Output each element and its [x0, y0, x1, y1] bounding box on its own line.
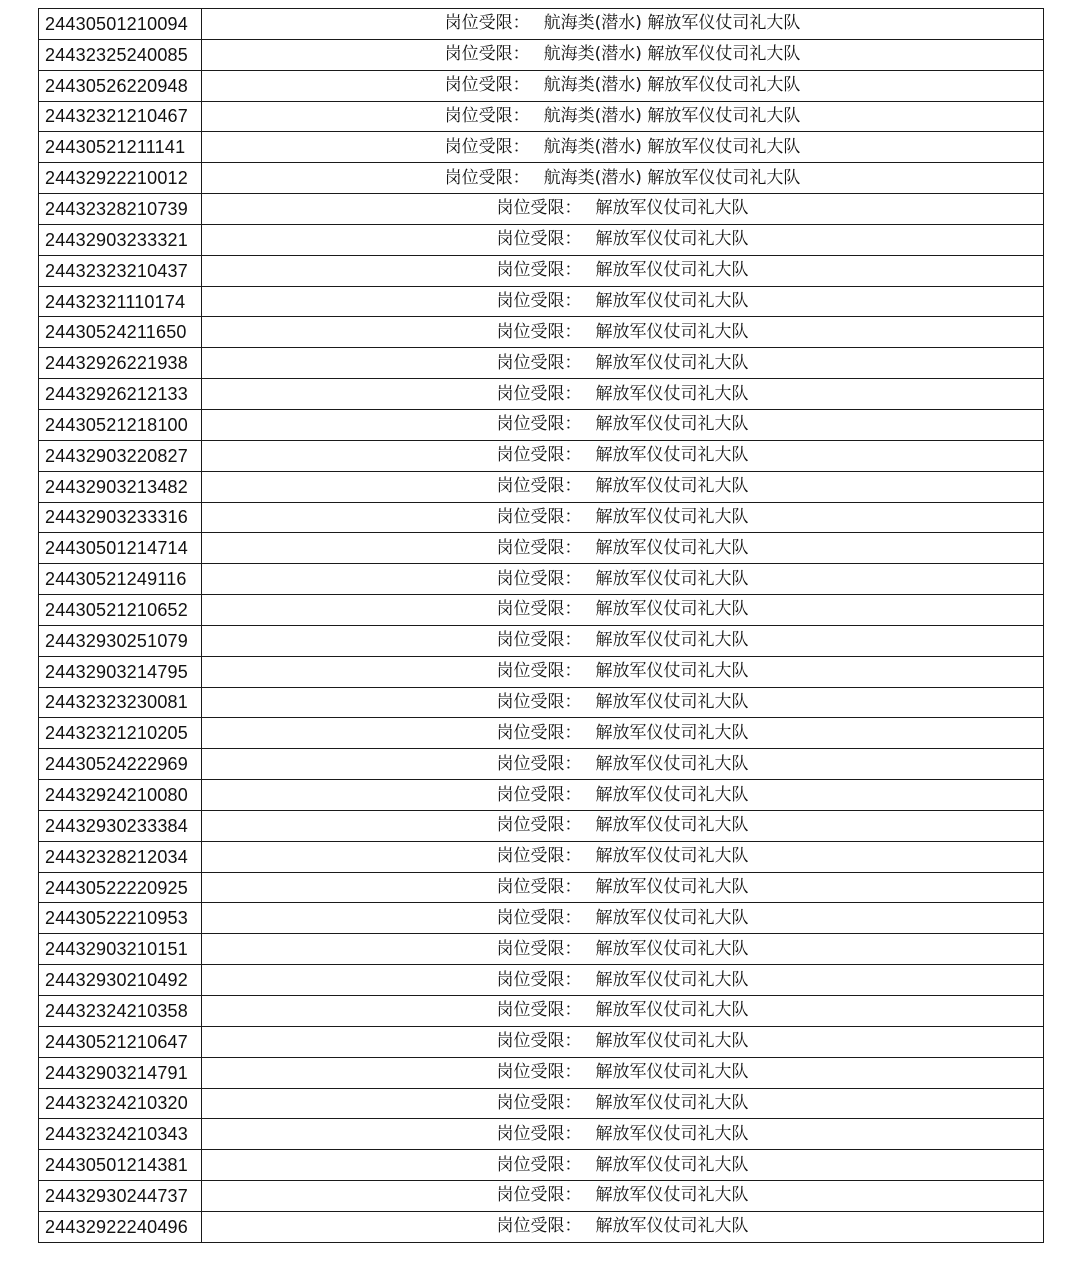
restriction-label: 岗位受限：: [496, 537, 582, 558]
table-row: [39, 564, 1044, 595]
restriction-label: 岗位受限：: [496, 506, 582, 527]
restriction-label: 岗位受限：: [444, 13, 530, 34]
applicant-id-cell: 24432324210320: [39, 1088, 202, 1119]
applicant-id-cell: 24432321210205: [39, 718, 202, 749]
restriction-label: 岗位受限：: [496, 877, 582, 898]
restriction-cell: [202, 409, 1044, 440]
restriction-cell: [202, 440, 1044, 471]
restriction-cell: [202, 70, 1044, 101]
table-row: [39, 1088, 1044, 1119]
restriction-value: 解放军仪仗司礼大队: [595, 661, 749, 682]
restriction-cell: [202, 810, 1044, 841]
restriction-label: 岗位受限：: [496, 414, 582, 435]
restriction-value: 解放军仪仗司礼大队: [595, 1123, 749, 1144]
restriction-label: 岗位受限：: [496, 753, 582, 774]
table-row: [39, 39, 1044, 70]
applicant-id-cell: 24432922210012: [39, 163, 202, 194]
applicant-id-cell: 24432926221938: [39, 348, 202, 379]
applicant-id-cell: 24432930244737: [39, 1181, 202, 1212]
applicant-id-cell: 24432926212133: [39, 379, 202, 410]
restriction-label: 岗位受限：: [496, 1062, 582, 1083]
applicant-id-cell: 24432903214791: [39, 1057, 202, 1088]
restriction-label: 岗位受限：: [496, 445, 582, 466]
restriction-value: 解放军仪仗司礼大队: [595, 815, 749, 836]
applicant-id-cell: 24432930251079: [39, 625, 202, 656]
table-row: [39, 101, 1044, 132]
table-row: [39, 379, 1044, 410]
restriction-value: 解放军仪仗司礼大队: [595, 229, 749, 250]
restriction-label: 岗位受限：: [496, 907, 582, 928]
restriction-label: 岗位受限：: [496, 321, 582, 342]
restriction-value: 航海类(潜水) 解放军仪仗司礼大队: [543, 105, 801, 126]
restriction-value: 解放军仪仗司礼大队: [595, 1216, 749, 1237]
restriction-value: 解放军仪仗司礼大队: [595, 383, 749, 404]
restriction-value: 解放军仪仗司礼大队: [595, 599, 749, 620]
restriction-cell: [202, 502, 1044, 533]
restriction-value: 解放军仪仗司礼大队: [595, 753, 749, 774]
restriction-label: 岗位受限：: [496, 198, 582, 219]
applicant-restriction-table: [38, 8, 1044, 1243]
applicant-id-cell: 24432903233321: [39, 224, 202, 255]
restriction-label: 岗位受限：: [496, 1185, 582, 1206]
restriction-cell: [202, 132, 1044, 163]
restriction-cell: [202, 255, 1044, 286]
table-row: [39, 471, 1044, 502]
restriction-value: 解放军仪仗司礼大队: [595, 476, 749, 497]
restriction-value: 航海类(潜水) 解放军仪仗司礼大队: [543, 136, 801, 157]
restriction-cell: [202, 625, 1044, 656]
table-row: [39, 810, 1044, 841]
table-row: [39, 348, 1044, 379]
restriction-label: 岗位受限：: [496, 1154, 582, 1175]
restriction-label: 岗位受限：: [444, 136, 530, 157]
restriction-value: 解放军仪仗司礼大队: [595, 414, 749, 435]
restriction-value: 解放军仪仗司礼大队: [595, 291, 749, 312]
restriction-value: 解放军仪仗司礼大队: [595, 321, 749, 342]
table-row: [39, 749, 1044, 780]
restriction-value: 解放军仪仗司礼大队: [595, 969, 749, 990]
restriction-label: 岗位受限：: [496, 1123, 582, 1144]
table-row: [39, 1026, 1044, 1057]
restriction-cell: [202, 872, 1044, 903]
applicant-id-cell: 24432323210437: [39, 255, 202, 286]
restriction-label: 岗位受限：: [496, 1000, 582, 1021]
restriction-value: 航海类(潜水) 解放军仪仗司礼大队: [543, 75, 801, 96]
table-row: [39, 1181, 1044, 1212]
restriction-value: 解放军仪仗司礼大队: [595, 1092, 749, 1113]
restriction-cell: [202, 687, 1044, 718]
table-row: [39, 502, 1044, 533]
restriction-value: 航海类(潜水) 解放军仪仗司礼大队: [543, 44, 801, 65]
restriction-label: 岗位受限：: [496, 1031, 582, 1052]
restriction-value: 解放军仪仗司礼大队: [595, 1185, 749, 1206]
table-row: [39, 132, 1044, 163]
table-row: [39, 595, 1044, 626]
applicant-id-cell: 24432922240496: [39, 1211, 202, 1242]
restriction-value: 解放军仪仗司礼大队: [595, 691, 749, 712]
restriction-cell: [202, 595, 1044, 626]
applicant-id-cell: 24432903214795: [39, 656, 202, 687]
table-row: [39, 780, 1044, 811]
restriction-cell: [202, 286, 1044, 317]
restriction-value: 解放军仪仗司礼大队: [595, 630, 749, 651]
applicant-id-cell: 24432323230081: [39, 687, 202, 718]
restriction-cell: [202, 471, 1044, 502]
restriction-value: 解放军仪仗司礼大队: [595, 1154, 749, 1175]
restriction-value: 航海类(潜水) 解放军仪仗司礼大队: [543, 167, 801, 188]
table-row: [39, 317, 1044, 348]
applicant-id-cell: 24432924210080: [39, 780, 202, 811]
applicant-id-cell: 24430521249116: [39, 564, 202, 595]
table-row: [39, 533, 1044, 564]
applicant-id-cell: 24430522220925: [39, 872, 202, 903]
restriction-label: 岗位受限：: [496, 815, 582, 836]
applicant-id-cell: 24432321210467: [39, 101, 202, 132]
applicant-id-cell: 24430501214714: [39, 533, 202, 564]
applicant-id-cell: 24432324210343: [39, 1119, 202, 1150]
restriction-cell: [202, 780, 1044, 811]
restriction-label: 岗位受限：: [496, 476, 582, 497]
table-row: [39, 841, 1044, 872]
restriction-label: 岗位受限：: [496, 784, 582, 805]
restriction-cell: [202, 101, 1044, 132]
restriction-value: 解放军仪仗司礼大队: [595, 445, 749, 466]
restriction-value: 解放军仪仗司礼大队: [595, 722, 749, 743]
restriction-value: 解放军仪仗司礼大队: [595, 537, 749, 558]
restriction-cell: [202, 996, 1044, 1027]
table-row: [39, 996, 1044, 1027]
table-row: [39, 1211, 1044, 1242]
applicant-id-cell: 24430521210652: [39, 595, 202, 626]
restriction-cell: [202, 1211, 1044, 1242]
restriction-value: 解放军仪仗司礼大队: [595, 907, 749, 928]
restriction-label: 岗位受限：: [444, 105, 530, 126]
table-row: [39, 1150, 1044, 1181]
restriction-label: 岗位受限：: [496, 1092, 582, 1113]
restriction-value: 解放军仪仗司礼大队: [595, 1000, 749, 1021]
table-row: [39, 718, 1044, 749]
restriction-value: 解放军仪仗司礼大队: [595, 784, 749, 805]
applicant-id-cell: 24430526220948: [39, 70, 202, 101]
applicant-id-cell: 24432328212034: [39, 841, 202, 872]
restriction-value: 解放军仪仗司礼大队: [595, 568, 749, 589]
applicant-id-cell: 24432930233384: [39, 810, 202, 841]
table-row: [39, 9, 1044, 40]
restriction-label: 岗位受限：: [496, 846, 582, 867]
restriction-label: 岗位受限：: [496, 260, 582, 281]
table-row: [39, 934, 1044, 965]
applicant-id-cell: 24432903210151: [39, 934, 202, 965]
restriction-label: 岗位受限：: [496, 383, 582, 404]
restriction-cell: [202, 39, 1044, 70]
restriction-cell: [202, 749, 1044, 780]
restriction-cell: [202, 194, 1044, 225]
applicant-id-cell: 24432321110174: [39, 286, 202, 317]
restriction-cell: [202, 533, 1044, 564]
applicant-id-cell: 24432328210739: [39, 194, 202, 225]
restriction-label: 岗位受限：: [496, 661, 582, 682]
restriction-cell: [202, 934, 1044, 965]
restriction-value: 解放军仪仗司礼大队: [595, 846, 749, 867]
restriction-label: 岗位受限：: [444, 75, 530, 96]
table-row: [39, 286, 1044, 317]
restriction-cell: [202, 1057, 1044, 1088]
restriction-cell: [202, 317, 1044, 348]
applicant-id-cell: 24430521210647: [39, 1026, 202, 1057]
table-row: [39, 409, 1044, 440]
restriction-cell: [202, 379, 1044, 410]
restriction-label: 岗位受限：: [496, 969, 582, 990]
table-row: [39, 194, 1044, 225]
table-row: [39, 872, 1044, 903]
restriction-cell: [202, 903, 1044, 934]
restriction-cell: [202, 348, 1044, 379]
restriction-cell: [202, 1150, 1044, 1181]
restriction-value: 解放军仪仗司礼大队: [595, 198, 749, 219]
restriction-value: 解放军仪仗司礼大队: [595, 877, 749, 898]
table-row: [39, 656, 1044, 687]
restriction-label: 岗位受限：: [496, 352, 582, 373]
table-row: [39, 1057, 1044, 1088]
restriction-label: 岗位受限：: [496, 630, 582, 651]
restriction-value: 解放军仪仗司礼大队: [595, 1062, 749, 1083]
applicant-id-cell: 24430521218100: [39, 409, 202, 440]
applicant-id-cell: 24432324210358: [39, 996, 202, 1027]
restriction-cell: [202, 224, 1044, 255]
table-row: [39, 255, 1044, 286]
restriction-cell: [202, 1119, 1044, 1150]
applicant-id-cell: 24430501214381: [39, 1150, 202, 1181]
applicant-id-cell: 24432325240085: [39, 39, 202, 70]
restriction-cell: [202, 1088, 1044, 1119]
table-row: [39, 903, 1044, 934]
applicant-id-cell: 24430524211650: [39, 317, 202, 348]
table-row: [39, 965, 1044, 996]
restriction-cell: [202, 1026, 1044, 1057]
applicant-id-cell: 24432903233316: [39, 502, 202, 533]
applicant-id-cell: 24430524222969: [39, 749, 202, 780]
table-body: [39, 9, 1044, 1243]
restriction-label: 岗位受限：: [496, 938, 582, 959]
applicant-id-cell: 24430521211141: [39, 132, 202, 163]
restriction-value: 解放军仪仗司礼大队: [595, 260, 749, 281]
restriction-value: 解放军仪仗司礼大队: [595, 1031, 749, 1052]
restriction-cell: [202, 656, 1044, 687]
restriction-label: 岗位受限：: [496, 1216, 582, 1237]
restriction-cell: [202, 1181, 1044, 1212]
restriction-value: 解放军仪仗司礼大队: [595, 352, 749, 373]
restriction-value: 解放军仪仗司礼大队: [595, 506, 749, 527]
table-row: [39, 70, 1044, 101]
table-row: [39, 224, 1044, 255]
table-row: [39, 1119, 1044, 1150]
restriction-value: 解放军仪仗司礼大队: [595, 938, 749, 959]
applicant-id-cell: 24430522210953: [39, 903, 202, 934]
table-row: [39, 687, 1044, 718]
restriction-label: 岗位受限：: [496, 568, 582, 589]
table-row: [39, 440, 1044, 471]
table-row: [39, 163, 1044, 194]
restriction-label: 岗位受限：: [496, 691, 582, 712]
restriction-cell: [202, 841, 1044, 872]
restriction-label: 岗位受限：: [444, 167, 530, 188]
restriction-cell: [202, 9, 1044, 40]
applicant-id-cell: 24432903213482: [39, 471, 202, 502]
restriction-label: 岗位受限：: [444, 44, 530, 65]
table-row: [39, 625, 1044, 656]
applicant-id-cell: 24432903220827: [39, 440, 202, 471]
restriction-label: 岗位受限：: [496, 229, 582, 250]
restriction-label: 岗位受限：: [496, 599, 582, 620]
restriction-label: 岗位受限：: [496, 722, 582, 743]
applicant-id-cell: 24430501210094: [39, 9, 202, 40]
restriction-cell: [202, 965, 1044, 996]
restriction-value: 航海类(潜水) 解放军仪仗司礼大队: [543, 13, 801, 34]
applicant-id-cell: 24432930210492: [39, 965, 202, 996]
restriction-cell: [202, 564, 1044, 595]
restriction-cell: [202, 163, 1044, 194]
restriction-cell: [202, 718, 1044, 749]
restriction-label: 岗位受限：: [496, 291, 582, 312]
